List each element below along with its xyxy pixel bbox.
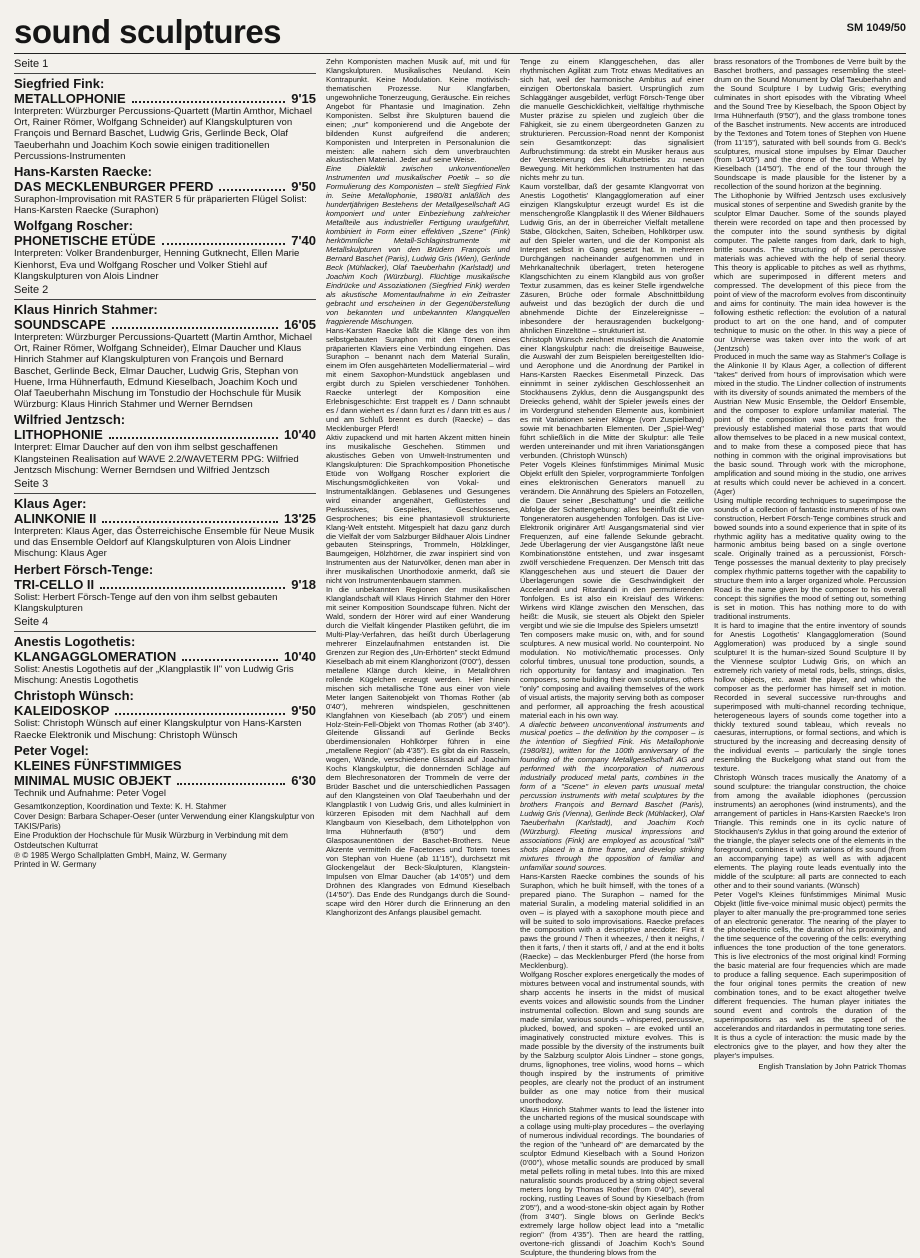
work-title: KLEINES FÜNFSTIMMIGES (14, 757, 182, 773)
work-description: Interpreten: Klaus Ager, das Österreichische Ensemble für Neue Musik und das Ensemble Oeldorf auf Klangskulpturen von Alois Lindner Mischung: Klaus Ager (14, 526, 315, 560)
notes-column-4 (714, 57, 906, 1071)
composer-name: Peter Vogel: (14, 742, 89, 758)
composer-name: Klaus Ager: (14, 496, 87, 512)
side-divider (14, 631, 316, 632)
composer-name: Hans-Karsten Raecke: (14, 164, 153, 180)
work-title: METALLOPHONIE (14, 91, 126, 106)
dot-leader (219, 189, 285, 191)
composer-name: Herbert Försch-Tenge: (14, 561, 154, 577)
side-divider (14, 299, 316, 300)
notes-paragraph: Ten composers make music on, with, and for sound sculptures. A new musical world. No counterpoint. No modulation. No motivic/thematic processes. Only colorful timbres, unusual tone production, sounds, a rich opportunity for fantasy and imagination. Ten composers, some building their own sculptures, others "only" composing and availing themselves of the work of visual artists, the majority serving both as composer and performer, all approaching the fresh acoustical material each in his own way. (520, 630, 704, 720)
credit-line: Gesamtkonzeption, Koordination und Texte: K. H. Stahmer (14, 802, 227, 812)
work-row (14, 91, 316, 106)
work-description: Solist: Herbert Försch-Tenge auf den von ihm selbst gebauten Klangskulpturen (14, 591, 278, 614)
notes-paragraph: Hans-Karsten Raecke combines the sounds of his Suraphon, which he built himself, with the tones of a prepared piano. The Suraphon – named for the material Suralin, a modeling material solidified in an oven – is played with a saxophone mouth piece and will be suited to solo improvisations. Raecke prefaces the composition with a descriptive anecdote: First it paws the ground / Then it wheezes, / then it neighs, / then it farts, / then it starts off, / and at the end it bolts (Raecke) – das Mecklenburger Pferd (the horse from Mecklenburg). (520, 871, 704, 971)
notes-paragraph: Produced in much the same way as Stahmer's Collage is the Alinkonie II by Klaus Ager, a collection of different "takes" derived from hours of improvisation which were mixed in the studio. The Lindner collection of instruments with its diversity of sounds animated the members of the Austrian New Music Ensemble, the Oeldorf Ensemble, and the composer to explore unfamiliar material. The point of the composition was to extract from the previously established material those parts that would allow themselves to be placed in a new musical context, and to make from these a composed piece that has nothing in common with the original improvisations but the basic sound. Through work with the microphone, amplification and sound mixing in the studio, one arrives at results which could never be achieved in a concert. (Ager) (714, 352, 906, 496)
work-duration: 9'50 (291, 179, 316, 195)
work-description: Interpreten: Würzburger Percussions-Quartett (Martin Amthor, Michael Ort, Rainer Römer, Wolfgang Schneider), Elmar Daucher und Klaus Hinrich Stahmer auf Klangskulpturen von François und Bernard Baschet, Gerlinde Beck, Elmar Daucher, Ludwig Gris, Stephan von Huene, Irma Hühnerfauth, Edmund Kieselbach, Joachim Koch und Olaf Taeuberhahn Mischung im Tonstudio der Hochschule für Musik Würzburg: Klaus Hinrich Stahmer und Werner Berndsen (14, 332, 313, 411)
work-title: ALINKONIE II (14, 511, 97, 527)
work-duration: 13'25 (283, 511, 316, 527)
translation-credit: English Translation by John Patrick Thomas (758, 1061, 906, 1071)
work-row (14, 233, 316, 248)
notes-paragraph: brass resonators of the Trombones de Verre built by the Baschet brothers, and passages resembling the steel-drum on the Sound Monument by Olaf Taeuberhahn and the Sound Sculpture I by Ludwig Gris; everything culminates in short episodes with the Vibrating Wheel and the Sound Tree by Kieselbach, the Spoon Object by Irma Hühnerfauth (9'50"), and the glass trombone tones of the Baschet instruments. New accents are introduced by the Textones and Totem tones of Stephen von Huene (from 11'15"), saturated with bell sounds from G. Beck's sculptures, musical stone impulses by Elmar Daucher (from 14'05") and the drone of the Sound Wheel by Kieselbach (14'50"). The end of the tour through the Soundscape is made plausible for the listener by a recollection of the sound horizon at the beginning. (714, 57, 906, 192)
notes-column-3 (520, 57, 704, 1257)
work-row (14, 649, 316, 664)
dot-leader (102, 521, 278, 523)
work-title: MINIMAL MUSIC OBJEKT (14, 772, 172, 788)
tracklist (14, 58, 316, 870)
notes-paragraph: It is hard to imagine that the entire inventory of sounds for Anestis Logothetis' Klangagglomeration (Sound Agglomeration) was produced by a single sound sculpture! It is the human-sized Sound Sculpture II by the Viennese sculptor Ludwig Gris, on which an extremely rich variety of metal rods, bells, strings, disks, hollow objects, etc. await the player, and which the composer as the performer has himself set in motion. Recorded in several successive run-throughs and superimposed with multi-channel recording technique, heterogeneous layers of sounds come together into a thickly textured sound tableau, which reveals no caesuras, interruptions, or formal sections, and which is structured by the increasing and decreasing density of the individual events – particularly the single tones resembling the Buckelgong what stand out from the texture. (714, 621, 906, 774)
work-description: Technik und Aufnahme: Peter Vogel (14, 787, 167, 799)
notes-paragraph: A dialectic between unconventional instruments and musical poetics – the definition by the composer – is the intention of Siegfried Fink. His Metallophonie (1980/81), written for the 100th anniversary of the founding of the company Metallgesellschaft AG and performed with the incorporation of numerous industrially produced metal parts, combines in the form of a "Scene" in eleven parts unusual metal percussion instruments with metal sculptures by the brothers François and Bernard Baschet (Paris), Ludwig Gris (Vienna), Gerlinde Beck (Mühlacker), Olaf Taeuberhahn (Karlstadt), and Joachim Koch (Würzburg). Fleeting musical impressions and associations (Fink) are employed as acoustical "still" shots placed in a time frame, and develop striking mixtures through the opposition of familiar and unfamiliar sound sources. (520, 719, 704, 872)
dot-leader (177, 783, 285, 785)
work-duration: 9'50 (291, 703, 316, 719)
work-row (14, 773, 316, 788)
composer-name: Siegfried Fink: (14, 76, 105, 91)
work-description: Interpreten: Würzburger Percussions-Quartett (Martin Amthor, Michael Ort, Rainer Römer, Wolfgang Schneider) auf Klangskulpturen von François und Bernard Baschet, Ludwig Gris, Gerlinde Beck, Olaf Taeuberhahn und Joachim Koch sowie einigen traditionellen Percussions-Instrumenten (14, 106, 313, 162)
work-duration: 7'40 (291, 233, 316, 249)
side-label: Seite 1 (14, 58, 49, 70)
work-duration: 9'15 (291, 91, 316, 106)
notes-paragraph: Christoph Wünsch traces musically the Anatomy of a sound sculpture: the triangular construction, the choice from among the available idiophones (percussion instruments) an aerophones (wind instruments), and the arrangement of particles in Hans-Karsten Raecke's Iron Triangle. This reminds one in its cyclic nature of Stockhausen's Zyklus in that going around the exterior of the triangle, the player selects one of the elements in the foreground, combines it with variations of its sound (from an accompanying tape) as well as with adjacent elements. The playing route leads eventually into the middle of the sculpture: all parts are connected to each other and to their sound variants. (Wünsch) (714, 773, 906, 890)
work-row (14, 703, 316, 718)
dot-leader (112, 327, 278, 329)
work-duration: 16'05 (283, 317, 316, 333)
work-description: Suraphon-Improvisation mit RASTER 5 für präparierten Flügel Solist: Hans-Karsten Raecke (Suraphon) (14, 194, 307, 217)
work-title: KLANGAGGLOMERATION (14, 649, 177, 665)
notes-paragraph: Tenge zu einem Klanggeschehen, das aller rhythmischen Agilität zum Trotz etwas Meditatives an sich hat, weil der harmonische Ambitus auf einer einzigen Obertonskala basiert. Ursprünglich zum Schlaggänger ausgebildet, verfügt Försch-Tenge über die manuelle Geschicklichkeit, vielfältige rhythmische Muster präzise zu spielen und zugleich über die Fähigkeit, sie zu einem übergeordneten Ganzen zu strukturieren. Percussion-Road nennt der Komponist sein Gesamtkonzept: das signalisiert Aufbruchstimmung: da strebt ein Musiker heraus aus der Versteinerung des Kulturbetriebs zu neuen Bewegung. Mit herkömmlichen Instrumenten hat das nichts mehr zu tun. (520, 57, 704, 183)
work-duration: 10'40 (283, 649, 316, 665)
notes-paragraph: Hans-Karsten Raecke läßt die Klänge des von ihm selbstgebauten Suraphon mit den Tönen eines präparierten Klaviers eine Verbindung eingehen. Das Suraphon – benannt nach dem Material Suralin, einem im Ofen ausgehärteten Modelliermaterial – wird mit einem Saxophon-Mundstück angeblasen und ergibt durch zu Spielen verschiedener Tonhöhen. Raecke unterlegt der Komposition eine Erlebnisgeschichte: Erst trappelt es / Dann schnaubt es / dann wiehert es / dann furzt es / dann tritt es aus / und am Schluß brennt es durch (Raecke) – das Mecklenburger Pferd! (326, 325, 510, 434)
composer-name: Anestis Logothetis: (14, 634, 136, 650)
notes-paragraph: Using multiple recording techniques to superimpose the sounds of a collection of fantastic instruments of his own construction, Herbert Försch-Tenge combines struck and bowed sounds into a sound experience that in spite of its rhythmic agility has a meditative quality owing to the harmonic ambitus being based on a single overtone scale. Originally trained as a percussionist, Försch-Tenge possesses the manual dexterity to play precisely complex rhythmic patterns together with the capability to structure them into a larger organized whole. Percussion Road is the name given by the composer to his overall concept: this signifies the mood of setting out, something is set in motion. This has nothing more to do with traditional instruments. (714, 495, 906, 622)
work-row (14, 577, 316, 592)
copyright-line: ℗ © 1985 Wergo Schallplatten GmbH, Mainz, W. Germany (14, 850, 227, 860)
notes-paragraph: Zehn Komponisten machen Musik auf, mit und für Klangskulpturen. Musikalisches Neuland. Kein Kontrapunkt. Keine Modulation. Keine motivisch-thematischen Prozesse. Nur Klangfarben, ungewohnliche Tonerzeugung, Geräusche. Ein reiches Angebot für Phantasie und Imagination. Zehn Komponisten. Selbst ihre Skulpturen bauend die einen; „nur" komponierend und die Angebote der bildenden Kunst aufgreifend die anderen; Komponisten und Interpreten in Personalunion die meisten: alle nahern sich dem unverbrauchten akustischen Material. Jeder auf seine Weise. (326, 57, 510, 165)
work-title: DAS MECKLENBURGER PFERD (14, 179, 214, 195)
notes-paragraph: Eine Dialektik zwischen unkonventionellen Instrumenten und musikalischer Poetik – so die Formulierung des Komponisten – stellt Siegfried Fink in. Seine Metallophonie, 1980/81 anläßlich des hundertjährigen Bestehens der Metallgesellschaft AG komponiert und unter Einbeziehung zahlreicher Metallteile aus industrieller Fertigung uraufgeführt, kombiniert in Form einer effektiven „Szene" (Fink) herkömmliche Metall-Schlaginstrumente mit Metallskulpturen von den Brüdern François und Bernard Baschet (Paris), Ludwig Gris (Wien), Gerlinde Beck (Mühlacker), Olaf Taeuberhahn (Karlstadt) und Joachim Koch (Würzburg). Flüchtige musikalische Eindrücke und Assoziationen (Siegfried Fink) werden als akustische Momentaufnahme in ein Zeitraster gebracht und erscheinen in der Gegenüberstellung von bekannten und unbekannten Klangquellen fragpierende Mischungen. (326, 164, 510, 326)
credit-line: Printed in W. Germany (14, 860, 97, 870)
side-label: Seite 3 (14, 478, 49, 491)
work-title: KALEIDOSKOP (14, 703, 110, 719)
work-row (14, 511, 316, 526)
production-credits (14, 802, 316, 870)
work-description: Interpreten: Volker Brandenburger, Henning Gutknecht, Ellen Marie Kienhorst, Eva und Wolfgang Roscher und Volker Stiehl auf Klangskulpturen von Alois Lindner (14, 248, 300, 282)
work-row (14, 179, 316, 194)
notes-paragraph: In die unbekannten Regionen der musikalischen Klanglandschaft will Klaus Hinrich Stahmer den Hörer mit seiner Komposition Soundscape führen. Nicht der Wald, sondern der Hörer wird auf einer Wanderung durch die Vielfalt klingender Plastiken geführt, die im Multi-Play-Verfahren, das heißt durch Überlagerung mehrerer Einzelaufnahmen entstanden ist. Die Grenzen zur Region des „Un-Erhörten" steckt Edmund Kieselbach ab mit einem Klanghorizont (0'00"), dessen metallene Klänge durch kleine, in Metallröhren rollende Kügelchen erzeugt werden. Hier hinein mischen sich metallische Töne aus einer von viele Meter langen Saitenobjekt von Thomas Rother (ab 0'40"), mehreren windspielen, geschnittenen Klangfahnen von Kieselbach (ab 2'05") und einem Holz-Stein-Fell-Objekt von Thomas Rother (ab 3'40"). Gleitende Glissandi auf Gerlinde Becks überdimensionalen Hohlkörper führen in eine „metallene Region" (ab 4'35"). Es gibt da ein Rasseln, wogen, Wände, verschiedene Glissandi auf Joachim Kochs Klangskulptur, die donnernden Schläge auf dem Blechresonatoren der Trommeln de verre der Brüder Baschet und die unterschiedlichen Passagen auf den Klangsteinen von Olaf Taeuberhahn und der Klangplastik I von Ludwig Gris, und alles kulminiert in kürzeren Episoden mit dem Nachhall auf dem Klangbaum von Kieselbach, dem Lithotelpphon von Irma Hühnerfauth (8'50") und dem Glasposaunentönen der Baschet-Brothers. Neue Akzente vermitteln die Facetones und Totem tones von Stephan von Huene (ab 11'15"), durchsetzt mit Glockengeläut der Beck-Skulpturen, Klangstein-Impulsen von Elmar Daucher (ab 14'05") und dem Dröhnen des Klangrades von Edmund Kieselbach (14'50"). Das Ende des Rundgangs durch die Sound-scape wird den Hörer durch die Erinnerung an den Klanghorizont des Anfangs plausibel gemacht. (326, 585, 510, 917)
side-divider (14, 73, 316, 74)
side-divider (14, 493, 316, 494)
work-row (14, 427, 316, 442)
notes-paragraph: Wolfgang Roscher explores energetically the modes of mixtures between vocal and instrumental sounds, with sharp accents he inserts in the midst of musical events voices and allowistic sounds from the Lindner instrumental collection. Blown and sung sounds are made similar, various sounds – whispered, percussive, plucked, bowed, and spoken – are evoked until an imaginatively constructed mixture evolves. This is made possible by the diversity of the instruments built by the Salzburg sculptor Alois Lindner – stone gongs, drums, lignophones, tree violins, wood horns – which though inspired by the instruments of primitive peoples, are clearly not the product of an instrument builder as one may notice from their musical unorthodoxy. (520, 970, 704, 1105)
composer-name: Wolfgang Roscher: (14, 218, 133, 234)
notes-paragraph: Peter Vogels Kleines fünfstimmiges Minimal Music Objekt erfüllt den Spieler, vorprogrammierte Tonfolgen eines elektronischen Generators manuell zu verändern. Die Annährung des Spielers an Fotozellen, die Dauer seiner „Beschattung" und die zeitliche Abfolge der Schattengebung: alles beeinflußt die von Tongeneratoren ausgehenden Tonfolgen. Das ist Live-Elektronik originärer Art! Ausgangsmaterial sind vier Frequenzen, auf eine fallende Sekunde gebracht. Jede Überlagerung der vier Ausgangstöne läßt neue Kombinationstöne entstehen, und zwar insgesamt zwölf verschiedene Frequenzen. Der Mensch tritt das Klanggeschehen aus und steuert die Dauer der Überlagerungen sowie die Geschwindigkeit der Accelerandi und Ritardandi in den permutierenden Tonfolgen. Es ist also ein Kreislauf des Wirkens: Wirkens wird Klänge zwischen den Menschen, das heißt: die Musik, sie steuert als Objekt den Spieler vergibt und wie sie die Impulse des Spielers umsetzt! (520, 459, 704, 631)
work-row (14, 758, 316, 773)
composer-name: Klaus Hinrich Stahmer: (14, 302, 158, 318)
notes-paragraph: The Lithophonie by Wilfried Jentzsch uses exclusively musical stones of serpentine and Swedish granite by the sculptor Elmar Daucher. Some of the sounds played therein were recorded on tape and then processed by the computer into the sound synthesis by digital computer. The palette ranges from dark, dark to high, brittle sounds. The structuring of these percussive materials was achieved with the help of serial theory. This theory is applicable to pitches as well as rhythms, which are superimposed in different meters and compressed. The development of this piece from the point of view of the macroform evolves from discontinuity and aims for continuity. The main idea however is the following esthetic reflection: the evolution of a natural product to art on the one hand, and of computer technique to music on the other. In this way a piece of our Universe was taken over into the work of art (Jentzsch) (714, 191, 906, 353)
notes-paragraph: Klaus Hinrich Stahmer wants to lead the listener into the uncharted regions of the musical soundscape with a collage using multi-play procedures – the overlaying of numerous individual recordings. The boundaries of the region of the "unheard of" are demarcated by the sculptor Edmund Kieselbach with a Sound Horizon (0'00"), whose metallic sounds are produced by small metal pellets rolling in metal tubes. Into this are mixed naturalistic sounds produced by a string object several meters long by Thomas Rother (from 0'40"), several rocking, rustling Leaves of Sound by Kieselbach (from 2'05"), and a wood-stone-skin object again by Rother (from 3'40"). Single blows on Gerlinde Beck's extremely large hollow object lead into a "metallic region" (from 4'35"). Then are heard the rattling, overtone-rich glissandi of Joachim Koch's Sound Sculpture, the thundering blows from the (520, 1104, 704, 1257)
work-duration: 6'30 (291, 772, 316, 788)
dot-leader (115, 713, 285, 715)
work-row (14, 317, 316, 332)
work-description: Solist: Anestis Logothetis auf der „Klangplastik II" von Ludwig Gris Mischung: Anestis Logothetis (14, 664, 294, 687)
work-duration: 10'40 (283, 427, 316, 443)
notes-paragraph: Kaum vorstellbar, daß der gesamte Klangvorrat von Anestis Logothetis' Klangagglomeration auf einer einzigen Klangskulptur erzeugt wurde! Es ist die menschengroße Klangplastik II des Wiener Bildhauers Ludwig Gris, an der in überreicher Vielfalt metallene Stäbe, Glöckchen, Saiten, Scheiben, Hohlkörper usw. auf den Spieler warten, und die der Komponist als Interpret selbst in Gang gesetzt hat. In mehreren Durchgängen nacheinander aufgenommen und in Mehrkanaltechnik überlagert, treten heterogene Klangschichten zu einem Klangbild aus von großer Textur zusammen, das es keiner Stelle irgendwelche Zäsuren, Brüche oder formale Abschnittbildung aufweist und das bezüglich der durch die und abnehmende Dichte der Einzelereignisse – inbesondere der herausragenden buckelgong-ähnlichen Einzeltöne – strukturiert ist. (520, 182, 704, 335)
catalog-number: SM 1049/50 (846, 22, 906, 34)
dot-leader (162, 243, 286, 245)
composer-name: Wilfried Jentzsch: (14, 412, 126, 428)
album-title: sound sculptures (14, 13, 282, 50)
credit-line: Eine Produktion der Hochschule für Musik Würzburg in Verbindung mit dem Ostdeutschen Kulturrat (14, 831, 288, 850)
dot-leader (132, 101, 286, 103)
composer-name: Christoph Wünsch: (14, 688, 134, 704)
work-title: SOUNDSCAPE (14, 317, 106, 333)
title-divider (14, 53, 906, 54)
dot-leader (100, 587, 285, 589)
work-description: Interpret: Elmar Daucher auf den von ihm selbst geschaffenen Klangsteinen Realisation auf WAVE 2.2/WAVETERM PPG: Wilfried Jentzsch Mischung: Werner Berndsen und Wilfried Jentzsch (14, 442, 299, 476)
work-title: TRI-CELLO II (14, 576, 95, 592)
notes-paragraph: Peter Vogel's Kleines fünfstimmiges Minimal Music Objekt (little five-voice minimal music object) permits the player to alter manually the pre-programmed tone series of an electronic generator. The nearing of the player to the photoelectric cells, the duration of his proximity, and the time sequence of the covering of the cells: everything influences the tone production of the tone generators. This is live electronics of the most original kind! Forming the basic material are four frequencies which are made to produce a falling sequence. Each superimposition of the four original tones permits the creation of new combination tones, and to be exact altogether twelve different frequencies. The human player initiates the sound event and controls the duration of the superimpositions as well as the speed of the accelerandos and ritardandos in permutating tone series. It is thus a cycle of interaction: the music made by the electronics give to the player, and how they alter the player's impulses. (714, 889, 906, 1060)
notes-paragraph: Christoph Wünsch zeichnet musikalisch die Anatomie einer Klangskulptur nach: die dreiseitige Bauweise, die Auswahl der zum Beispielen bereitgestellten Idio- und Aerophone und die Anordnung der Partikel in Hans-Karsten Raeckes Eisenmetall Pinzeck. Das einnimmt in seiner zyklischen Geschlossenheit an Stockhausens Zyklus, denn die Ausgangspunkt des Dreiecks gehend, wählt der Spieler jeweils eines der im Vordergrund stehenden Elemente aus, kombiniert es mit Variationen seiner Klänge (vom Zuspielband) sowie mit benachbarten Elementen. Der „Spiel-Weg" führt schließlich in die Mitte der Skulptur: alle Teile werden untereinander und mit ihren Variationsgängen verbunden. (Christoph Wünsch) (520, 334, 704, 460)
dot-leader (182, 659, 278, 661)
notes-paragraph: Aktiv zupackend und mit harten Akzent mitten hinein ins musikalische Geschehen. Stimmen und akustisches Geben von Umwelt-Instrumenten und Klangskulpturen: Die Sprachkomposition Phonetische Etüde von Wolfgang Roscher exploriert die Mischungsmöglichkeiten von Vokal- und Instrumentalklängen. Geblasenes und Gesungenes wird einander angenähert, Geflüstertes und Perkussives, Gespieltes, Geschlossenes, Gesprochenes; bis eine phantasievoll strukturierte Klang-Welt entsteht. Mitgespielt hat dazu ganz durch die Vielfalt der vom Salzburger Bildhauer Alois Lindner gebauten Steinsprings, Trommeln, Hölzklinger, Baumgeigen, Hölzhörner, die zwar inspiriert sind von Instrumenten aus der Naturvölker, denen man aber in ihrer musikalischen Unorthodoxie anmerkt, daß sie nicht von Instrumentenbauern stammen. (326, 433, 510, 586)
notes-column-2 (326, 57, 510, 917)
dot-leader (109, 437, 278, 439)
work-duration: 9'18 (291, 576, 316, 592)
side-label: Seite 4 (14, 616, 49, 629)
work-title: PHONETISCHE ETÜDE (14, 233, 156, 249)
credit-line: Cover Design: Barbara Schaper-Oeser (unter Verwendung einer Klangskulptur von TAKIS/Paris) (14, 811, 315, 831)
side-label: Seite 2 (14, 284, 49, 297)
work-description: Solist: Christoph Wünsch auf einer Klangskulptur von Hans-Karsten Raecke Elektronik und Mischung: Christoph Wünsch (14, 718, 302, 741)
work-title: LITHOPHONIE (14, 427, 103, 443)
